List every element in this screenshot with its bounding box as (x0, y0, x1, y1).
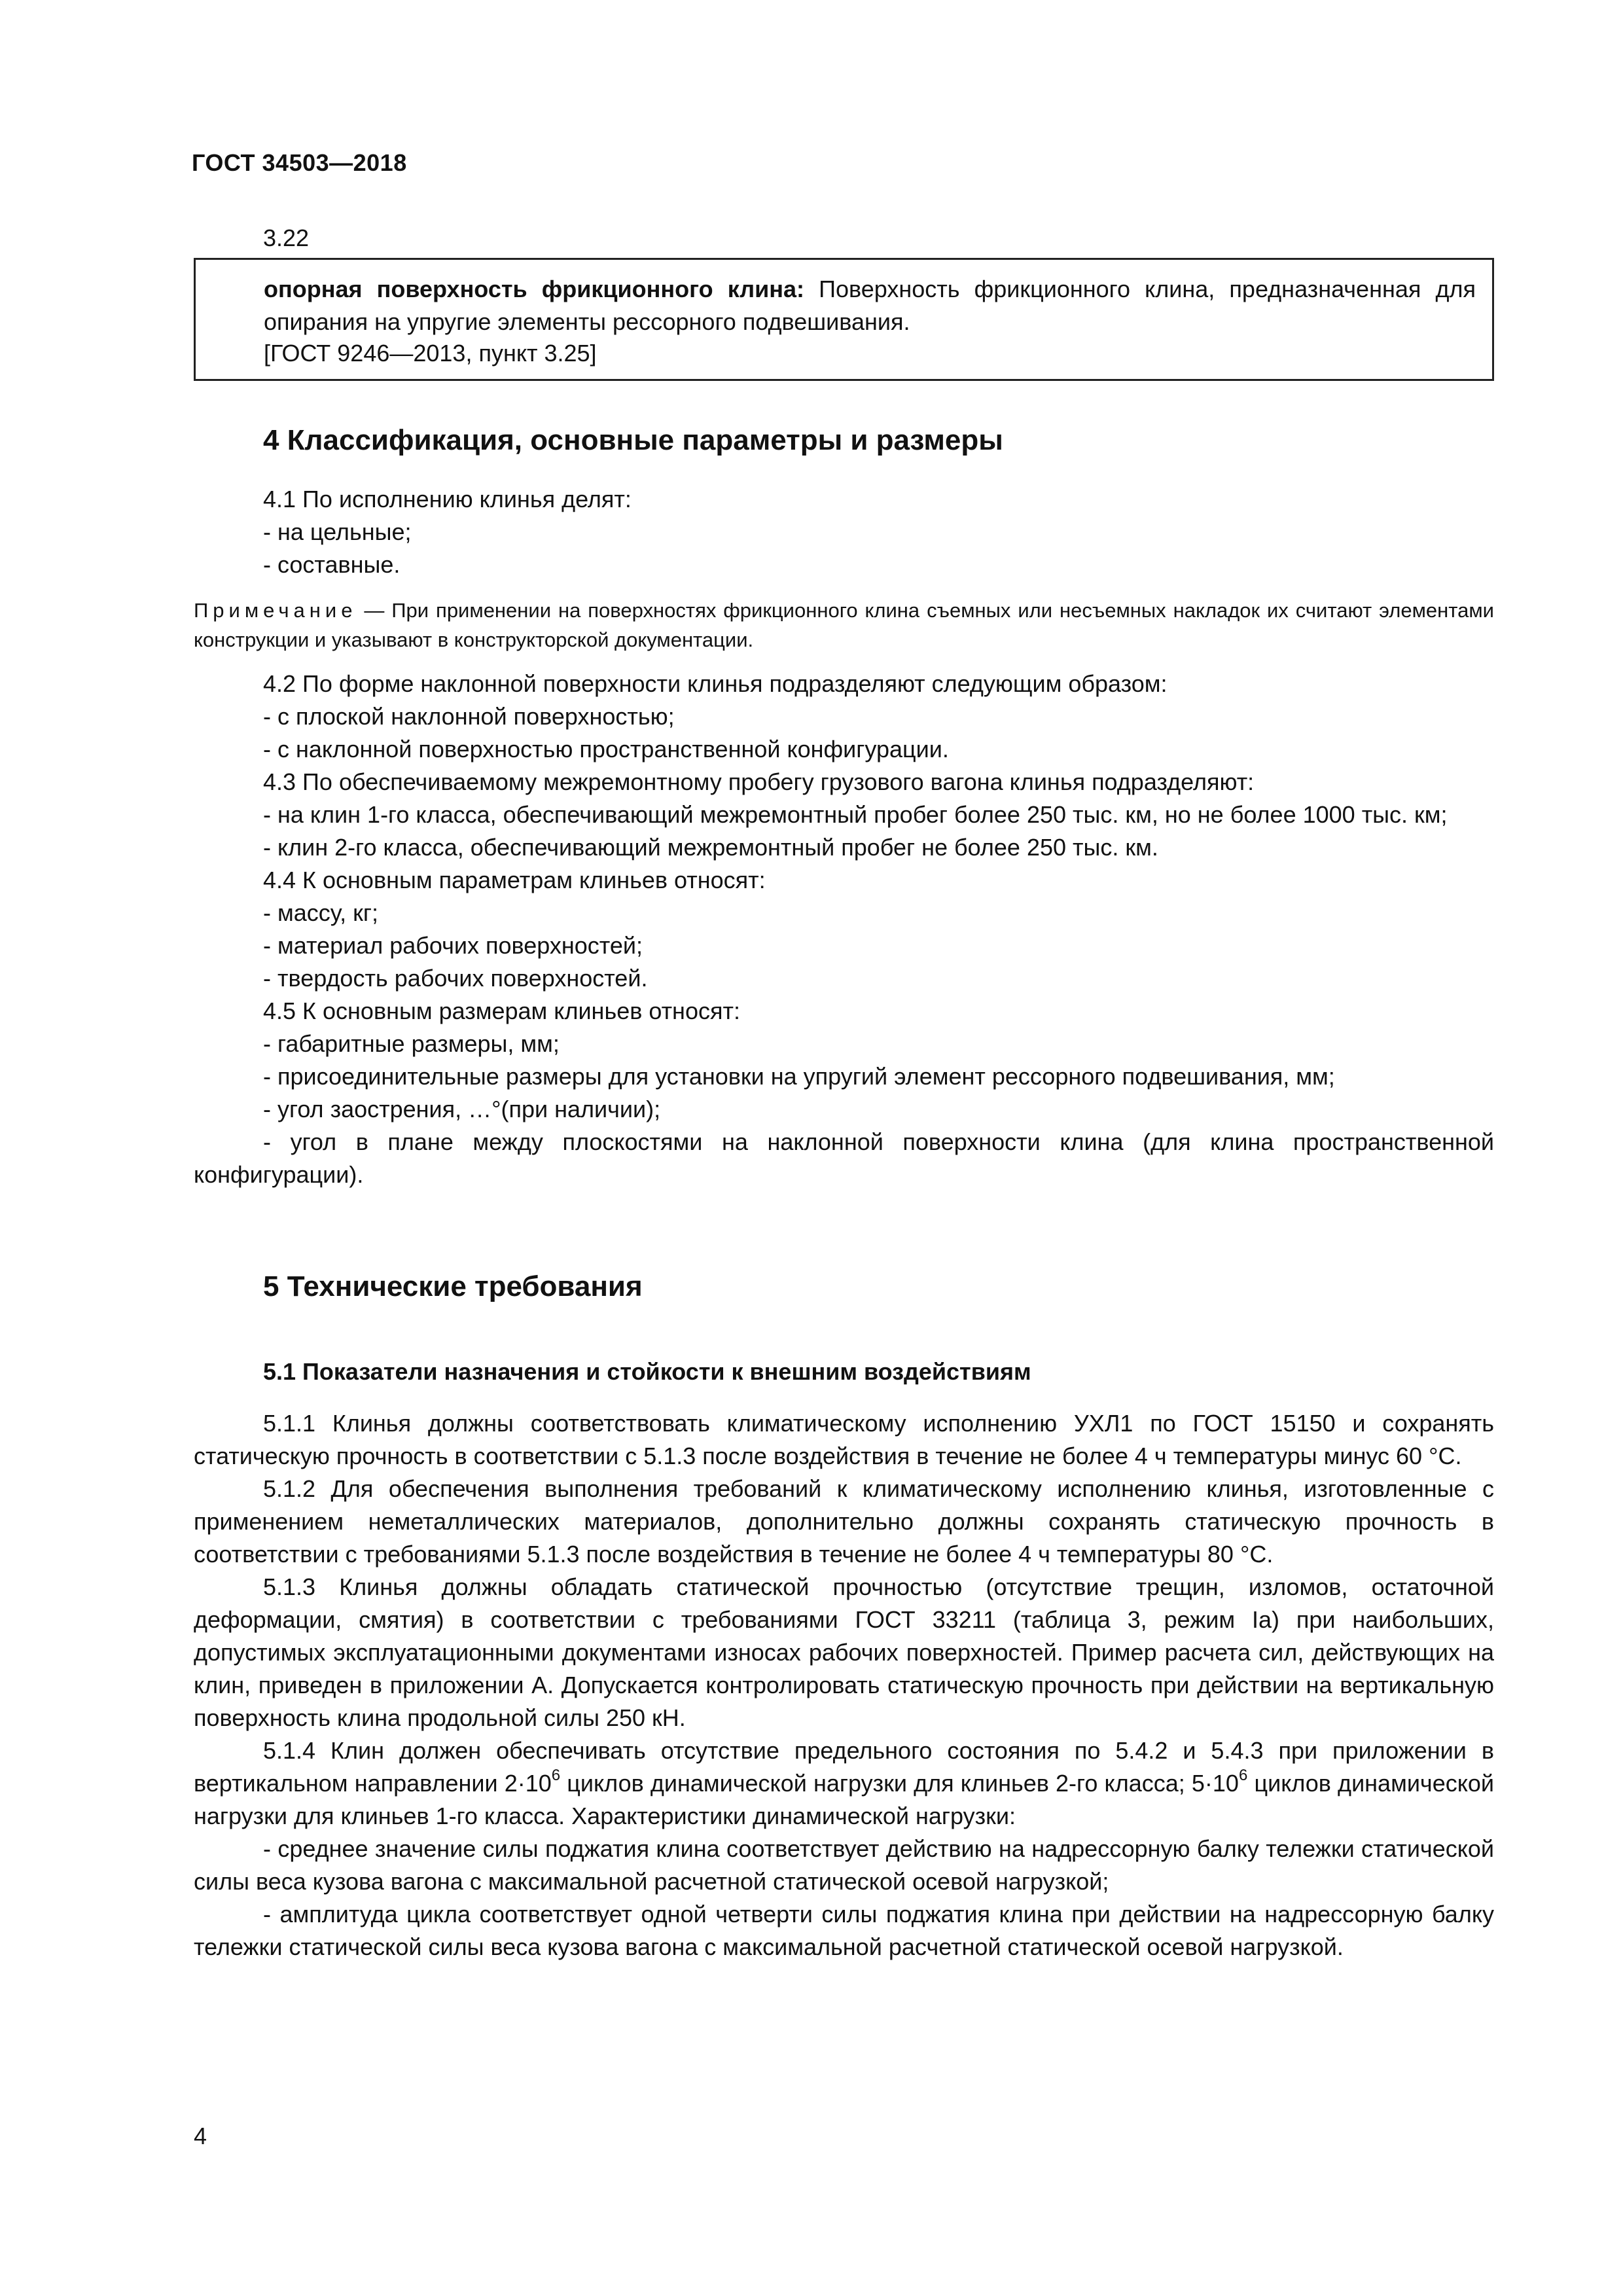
list-item: - составные. (263, 551, 401, 578)
document-code-header: ГОСТ 34503—2018 (192, 149, 407, 176)
clause-text: 5.1.4 Клин должен обеспечивать отсутствие предельного состояния по 5.4.2 и 5.4.3 при приложении в вертикальном направлении 2·10 (194, 1737, 1494, 1797)
list-item: - на цельные; (263, 518, 412, 545)
list-item: - на клин 1-го класса, обеспечивающий межремонтный пробег более 250 тыс. км, но не более 1000 тыс. км; (263, 801, 1448, 828)
clause-text: 4.5 К основным размерам клиньев относят: (263, 997, 740, 1024)
note-text: — При применении на поверхностях фрикционного клина съемных или несъемных накладок их считают элементами конструкции и указывают в конструкторской документации. (194, 599, 1494, 651)
note-label: Примечание (194, 599, 357, 622)
clause-5-1-2: 5.1.2 Для обеспечения выполнения требований к климатическому исполнению клинья, изготовленные с применением неметаллических материалов, дополнительно должны сохранять статическую прочность в соответствии с требованиями 5.1.3 после воздействия в течение не более 4 ч температуры 80 °С. (194, 1475, 1494, 1568)
clause-4-1 (194, 483, 1494, 581)
list-item: - с наклонной поверхностью пространственной конфигурации. (263, 736, 949, 762)
term-definition: Поверхность фрикционного клина, предназначенная для опирания на упругие элементы рессорного подвешивания. (264, 276, 1476, 335)
clause-text: 4.1 По исполнению клинья делят: (263, 486, 632, 512)
section-5-title: 5 Технические требования (263, 1270, 643, 1302)
term-number: 3.22 (263, 224, 310, 251)
clauses-4-2-to-4-5 (194, 668, 1494, 1191)
list-item: - угол в плане между плоскостями на наклонной поверхности клина (для клина пространственной конфигурации). (194, 1128, 1494, 1188)
clause-text: 4.2 По форме наклонной поверхности клинья подразделяют следующим образом: (263, 670, 1168, 697)
term-reference: [ГОСТ 9246—2013, пункт 3.25] (264, 340, 597, 367)
clause-text: циклов динамической нагрузки для клиньев 1-го класса. Характеристики динамической нагрузки: (194, 1770, 1494, 1829)
term-definition-text (264, 273, 1476, 338)
clause-5-1-1: 5.1.1 Клинья должны соответствовать климатическому исполнению УХЛ1 по ГОСТ 15150 и сохранять статическую прочность в соответствии с 5.1.3 после воздействия в течение не более 4 ч температуры минус 60 °С. (194, 1410, 1494, 1469)
list-item: - угол заострения, …°(при наличии); (263, 1096, 661, 1122)
list-item: - присоединительные размеры для установки на упругий элемент рессорного подвешивания, мм; (263, 1063, 1335, 1090)
section-4-title: 4 Классификация, основные параметры и размеры (263, 424, 1003, 456)
clauses-5-1 (194, 1407, 1494, 1964)
list-item: - твердость рабочих поверхностей. (263, 965, 648, 992)
page-number: 4 (194, 2123, 207, 2149)
list-item: - с плоской наклонной поверхностью; (263, 703, 675, 730)
list-item: - амплитуда цикла соответствует одной четверти силы поджатия клина при действии на надрессорную балку тележки статической силы веса кузова вагона с максимальной расчетной статической осевой нагрузкой. (194, 1901, 1494, 1960)
exponent: 6 (1238, 1767, 1248, 1784)
clause-text: 4.4 К основным параметрам клиньев относят: (263, 867, 766, 893)
list-item: - массу, кг; (263, 899, 379, 926)
clause-text: циклов динамической нагрузки для клиньев 2-го класса; 5·10 (560, 1770, 1239, 1797)
subsection-5-1-title: 5.1 Показатели назначения и стойкости к внешним воздействиям (263, 1358, 1031, 1385)
list-item: - габаритные размеры, мм; (263, 1030, 560, 1057)
term-definition-box (194, 258, 1494, 381)
clause-5-1-3: 5.1.3 Клинья должны обладать статической прочностью (отсутствие трещин, изломов, остаточной деформации, смятия) в соответствии с требованиями ГОСТ 33211 (таблица 3, режим Iа) при наибольших, допустимых эксплуатационными документами износах рабочих поверхностей. Пример расчета сил, действующих на клин, приведен в приложении А. Допускается контролировать статическую прочность при действии на вертикальную поверхность клина продольной силы 250 кН. (194, 1573, 1494, 1731)
exponent: 6 (551, 1767, 561, 1784)
clause-5-1-4 (194, 1734, 1494, 1833)
list-item: - клин 2-го класса, обеспечивающий межремонтный пробег не более 250 тыс. км. (263, 834, 1158, 861)
term-title: опорная поверхность фрикционного клина: (264, 276, 804, 302)
list-item: - среднее значение силы поджатия клина соответствует действию на надрессорную балку тележки статической силы веса кузова вагона с максимальной расчетной статической осевой нагрузкой; (194, 1835, 1494, 1895)
note-block (194, 596, 1494, 655)
clause-text: 4.3 По обеспечиваемому межремонтному пробегу грузового вагона клинья подразделяют: (263, 768, 1255, 795)
list-item: - материал рабочих поверхностей; (263, 932, 643, 959)
